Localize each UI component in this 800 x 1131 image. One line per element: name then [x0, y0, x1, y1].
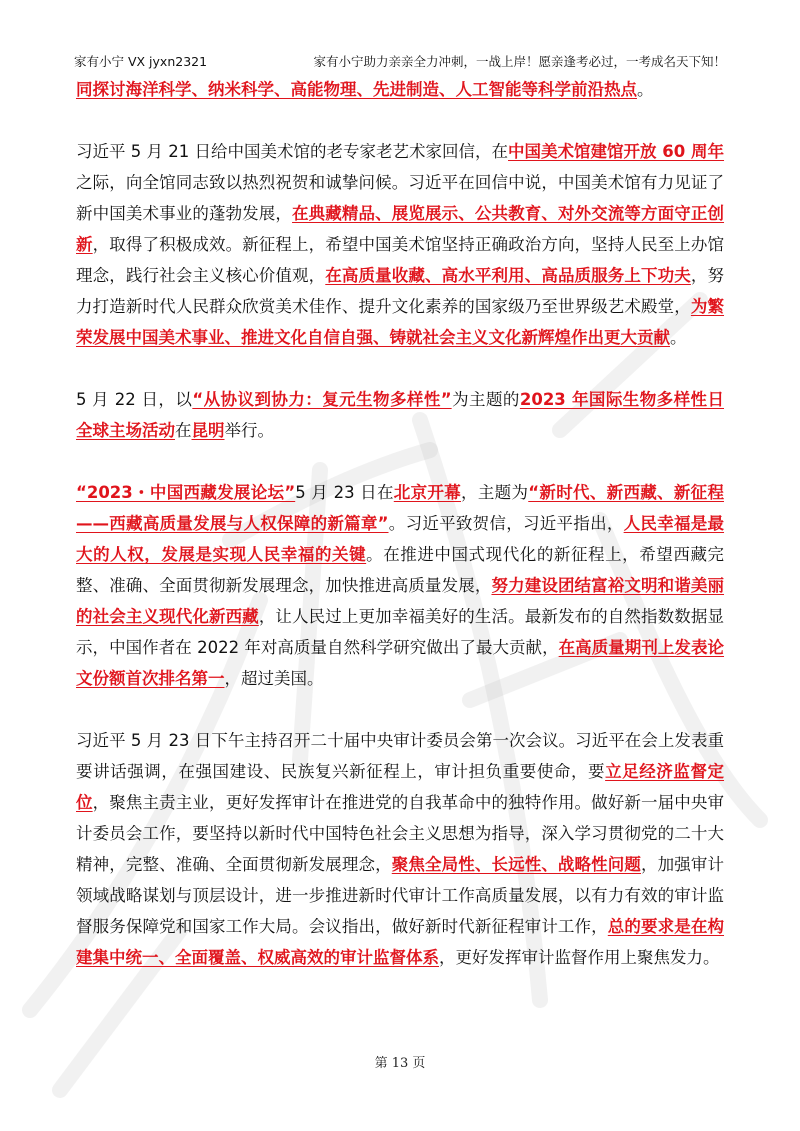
body-text: 。: [637, 80, 654, 99]
body-text: 习近平 5 月 21 日给中国美术馆的老专家老艺术家回信，在: [76, 142, 509, 161]
body-text: ，让人民过上更加幸福美好的生活。最新发布的自然指数数据显示，中国作者在 2022 年对高质量自然科学研究做出了最大贡献，: [76, 607, 725, 657]
body-text: 举行。: [224, 421, 274, 440]
header-right-text: 家有小宁助力亲亲全力冲刺，一战上岸！愿亲逢考必过，一考成名天下知！: [313, 54, 726, 69]
body-text: 在: [175, 421, 192, 440]
body-text: 。: [670, 328, 687, 347]
body-text: 。习近平致贺信，习近平指出，: [388, 514, 624, 533]
body-text: 。在推进中国式现代化的新征程上，希望西藏完整、准确、全面贯彻新发展理念，加快推进高质量发展，: [76, 545, 725, 595]
paragraph-art-museum: [76, 136, 724, 353]
highlight-text: 在高质量收藏、高水平利用、高品质服务上下功夫: [325, 266, 691, 285]
highlight-text: 北京开幕: [393, 483, 462, 502]
body-text: ，更好发挥审计监督作用上聚焦发力。: [439, 948, 720, 967]
paragraph-audit-committee: [76, 725, 724, 973]
body-text: 为主题的: [451, 390, 520, 409]
highlight-text: 为繁荣发展中国美术事业、推进文化自信自强、铸就社会主义文化新辉煌作出更大贡献: [76, 297, 725, 347]
body-text: 习近平 5 月 23 日下午主持召开二十届中央审计委员会第一次会议。习近平在会上发表重要讲话强调，在强国建设、民族复兴新征程上，审计担负重要使命，要: [76, 731, 724, 781]
header-left-text: 家有小宁 VX jyxn2321: [74, 54, 208, 69]
highlight-text: 总的要求是在构建集中统一、全面覆盖、权威高效的审计监督体系: [76, 917, 725, 967]
highlight-text: 中国美术馆建馆开放 60 周年: [508, 142, 725, 161]
body-text: ，取得了积极成效。新征程上，希望中国美术馆坚持正确政治方向，坚持人民至上办馆理念，践行社会主义核心价值观，: [76, 235, 725, 285]
page-number: 第 13 页: [374, 1056, 426, 1071]
highlight-text: “2023・中国西藏发展论坛”: [76, 483, 296, 502]
document-body: [76, 74, 724, 1004]
body-text: ，加强审计领域战略谋划与顶层设计，进一步推进新时代审计工作高质量发展，以有力有效的审计监督服务保障党和国家工作大局。会议指出，做好新时代新征程审计工作，: [76, 855, 725, 936]
highlight-text: 在高质量期刊上发表论文份额首次排名第一: [76, 638, 725, 688]
paragraph-biodiversity: [76, 384, 724, 446]
highlight-text: “从协议到协力：复元生物多样性”: [192, 390, 452, 409]
body-text: 5 月 23 日在: [295, 483, 394, 502]
highlight-text: 立足经济监督定位: [76, 762, 725, 812]
highlight-text: 努力建设团结富裕文明和谐美丽的社会主义现代化新西藏: [76, 576, 725, 626]
highlight-text: “新时代、新西藏、新征程——西藏高质量发展与人权保障的新篇章”: [76, 483, 724, 533]
body-text: ，超过美国。: [224, 669, 324, 688]
page-header: [74, 52, 726, 72]
paragraph-continuation: [76, 74, 724, 105]
highlight-text: 人民幸福是最大的人权，发展是实现人民幸福的关键: [76, 514, 725, 564]
body-text: 之际，向全馆同志致以热烈祝贺和诚挚问候。习近平在回信中说，中国美术馆有力见证了新中国美术事业的蓬勃发展，: [76, 173, 724, 223]
highlight-text: 昆明: [191, 421, 225, 440]
highlight-text: 在典藏精品、展览展示、公共教育、对外交流等方面守正创新: [76, 204, 725, 254]
paragraph-tibet-forum: [76, 477, 724, 694]
highlight-text: 同探讨海洋科学、纳米科学、高能物理、先进制造、人工智能等科学前沿热点: [76, 80, 637, 99]
body-text: ，努力打造新时代人民群众欣赏美术佳作、提升文化素养的国家级乃至世界级艺术殿堂，: [76, 266, 725, 316]
body-text: 5 月 22 日，以: [76, 390, 193, 409]
body-text: ，主题为: [461, 483, 529, 502]
highlight-text: 2023 年国际生物多样性日全球主场活动: [76, 390, 724, 440]
highlight-text: 聚焦全局性、长远性、战略性问题: [391, 855, 642, 874]
body-text: ，聚焦主责主业，更好发挥审计在推进党的自我革命中的独特作用。做好新一届中央审计委员会工作，要坚持以新时代中国特色社会主义思想为指导，深入学习贯彻党的二十大精神，完整、准确、全面贯彻新发展理念，: [76, 793, 725, 874]
